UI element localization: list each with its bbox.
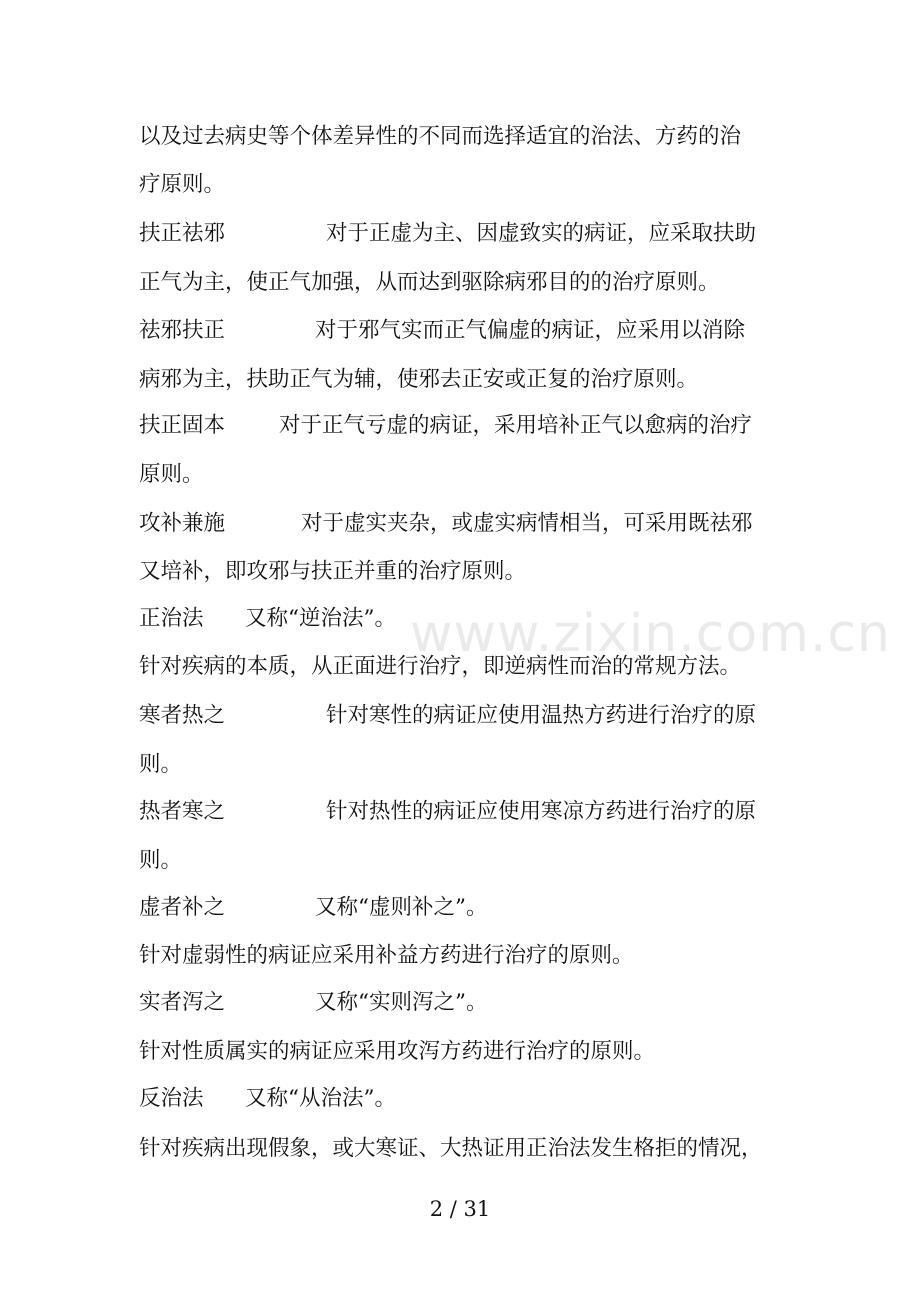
term-label: 正治法 bbox=[139, 606, 204, 631]
page-number: 2 / 31 bbox=[429, 1197, 491, 1221]
term-line bbox=[139, 990, 799, 1016]
term-definition: 针对寒性的病证应使用温热方药进行治疗的原 bbox=[326, 703, 757, 728]
term-label: 实者泻之 bbox=[139, 990, 226, 1015]
term-line bbox=[139, 318, 799, 344]
term-line bbox=[139, 895, 799, 921]
term-label: 虚者补之 bbox=[139, 895, 226, 920]
term-label: 扶正祛邪 bbox=[139, 221, 226, 246]
term-line bbox=[139, 703, 799, 729]
text-line: 原则。 bbox=[139, 462, 204, 487]
term-label: 热者寒之 bbox=[139, 799, 226, 824]
watermark: www.zixin.com.cn bbox=[410, 604, 891, 664]
term-label: 寒者热之 bbox=[139, 703, 226, 728]
term-label: 祛邪扶正 bbox=[139, 318, 226, 343]
term-definition: 又称“逆治法”。 bbox=[245, 606, 396, 631]
term-line bbox=[139, 413, 799, 439]
text-line: 针对虚弱性的病证应采用补益方药进行治疗的原则。 bbox=[139, 943, 634, 968]
term-definition: 对于正气亏虚的病证，采用培补正气以愈病的治疗 bbox=[279, 413, 753, 438]
term-line bbox=[139, 799, 799, 825]
term-definition: 又称“从治法”。 bbox=[245, 1086, 396, 1111]
text-line: 针对疾病出现假象，或大寒证、大热证用正治法发生格拒的情况， bbox=[139, 1136, 763, 1161]
term-line bbox=[139, 221, 799, 247]
text-line: 又培补，即攻邪与扶正并重的治疗原则。 bbox=[139, 559, 527, 584]
text-line: 针对性质属实的病证应采用攻泻方药进行治疗的原则。 bbox=[139, 1039, 656, 1064]
text-line: 则。 bbox=[139, 752, 183, 777]
text-line: 以及过去病史等个体差异性的不同而选择适宜的治法、方药的治 bbox=[139, 124, 742, 149]
term-definition: 对于虚实夹杂，或虚实病情相当，可采用既祛邪 bbox=[301, 511, 753, 536]
term-definition: 对于正虚为主、因虚致实的病证，应采取扶助 bbox=[326, 221, 757, 246]
text-line: 则。 bbox=[139, 848, 183, 873]
term-definition: 对于邪气实而正气偏虚的病证，应采用以消除 bbox=[315, 318, 746, 343]
term-line bbox=[139, 511, 799, 537]
term-definition: 针对热性的病证应使用寒凉方药进行治疗的原 bbox=[326, 799, 757, 824]
text-line: 针对疾病的本质，从正面进行治疗，即逆病性而治的常规方法。 bbox=[139, 654, 742, 679]
term-label: 扶正固本 bbox=[139, 413, 226, 438]
term-label: 反治法 bbox=[139, 1086, 204, 1111]
text-line: 疗原则。 bbox=[139, 172, 226, 197]
term-definition: 又称“实则泻之”。 bbox=[315, 990, 488, 1015]
text-line: 病邪为主，扶助正气为辅，使邪去正安或正复的治疗原则。 bbox=[139, 367, 699, 392]
term-line bbox=[139, 1086, 799, 1112]
term-definition: 又称“虚则补之”。 bbox=[315, 895, 488, 920]
text-line: 正气为主，使正气加强，从而达到驱除病邪目的的治疗原则。 bbox=[139, 270, 720, 295]
term-label: 攻补兼施 bbox=[139, 511, 226, 536]
